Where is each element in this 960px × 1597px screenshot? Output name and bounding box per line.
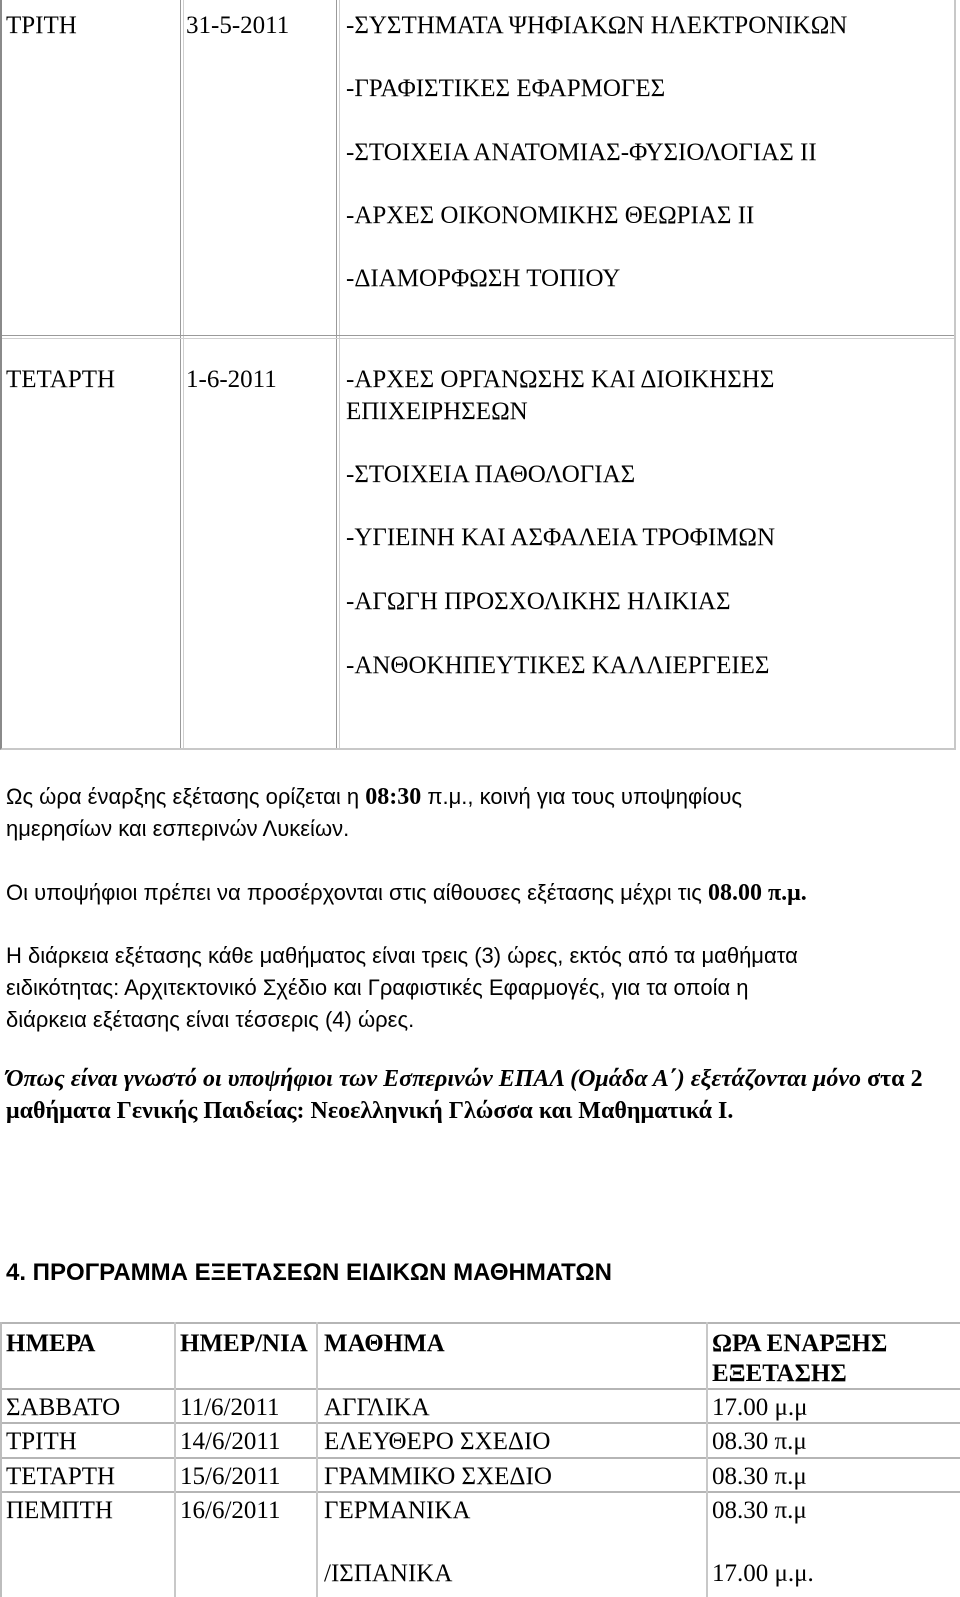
section-heading: 4. ΠΡΟΓΡΑΜΜΑ ΕΞΕΤΑΣΕΩΝ ΕΙΔΙΚΩΝ ΜΑΘΗΜΑΤΩΝ xyxy=(6,1259,612,1286)
header-subject: ΜΑΘΗΜΑ xyxy=(324,1330,445,1357)
subject-cell-line2: /ΙΣΠΑΝΙΚΑ xyxy=(324,1560,453,1587)
time-cell: 08.30 π.μ xyxy=(712,1428,807,1455)
start-time-value: 08:30 xyxy=(365,784,422,810)
subject-cell: ΑΓΓΛΙΚΑ xyxy=(324,1394,430,1421)
note-text: , κοινή για τους υποψηφίους xyxy=(467,784,743,809)
note-text: Οι υποψήφιοι πρέπει να προσέρχονται στις αίθουσες εξέτασης μέχρι τις xyxy=(6,880,709,905)
subject-item: -ΑΡΧΕΣ ΟΙΚΟΝΟΜΙΚΗΣ ΘΕΩΡΙΑΣ ΙΙ xyxy=(346,202,755,229)
subject-item: -ΥΓΙΕΙΝΗ ΚΑΙ ΑΣΦΑΛΕΙΑ ΤΡΟΦΙΜΩΝ xyxy=(346,524,776,551)
date-cell: 11/6/2011 xyxy=(180,1394,280,1421)
note-text: διάρκεια εξέτασης είναι τέσσερις (4) ώρες. xyxy=(6,1007,415,1032)
time-cell: 08.30 π.μ xyxy=(712,1497,807,1524)
date-cell: 31-5-2011 xyxy=(186,12,290,39)
row-divider xyxy=(2,1322,960,1324)
note-text: π.μ. xyxy=(421,784,468,809)
day-cell: ΤΕΤΑΡΤΗ xyxy=(6,366,116,393)
column-divider xyxy=(706,1322,708,1597)
evening-epal-note xyxy=(6,1063,952,1127)
date-cell: 14/6/2011 xyxy=(180,1428,281,1455)
column-divider xyxy=(316,1322,318,1597)
header-start-time: ΩΡΑ ΕΝΑΡΞΗΣ xyxy=(712,1330,888,1357)
note-text: Ως ώρα έναρξης εξέτασης ορίζεται η xyxy=(6,784,366,809)
row-divider xyxy=(2,335,954,339)
subject-item: -ΓΡΑΦΙΣΤΙΚΕΣ ΕΦΑΡΜΟΓΕΣ xyxy=(346,75,666,102)
subject-item: -ΣΥΣΤΗΜΑΤΑ ΨΗΦΙΑΚΩΝ ΗΛΕΚΤΡΟΝΙΚΩΝ xyxy=(346,12,848,39)
date-cell: 15/6/2011 xyxy=(180,1463,281,1490)
subject-item: ΕΠΙΧΕΙΡΗΣΕΩΝ xyxy=(346,398,528,425)
note-text: ειδικότητας: Αρχιτεκτονικό Σχέδιο και Γραφιστικές Εφαρμογές, για τα οποία η xyxy=(6,975,749,1000)
time-cell: 08.30 π.μ xyxy=(712,1463,807,1490)
subject-item: -ΑΝΘΟΚΗΠΕΥΤΙΚΕΣ ΚΑΛΛΙΕΡΓΕΙΕΣ xyxy=(346,652,770,679)
subject-item: -ΑΓΩΓΗ ΠΡΟΣΧΟΛΙΚΗΣ ΗΛΙΚΙΑΣ xyxy=(346,588,731,615)
day-cell: ΠΕΜΠΤΗ xyxy=(6,1497,113,1524)
date-cell: 1-6-2011 xyxy=(186,366,277,393)
note-text: Η διάρκεια εξέτασης κάθε μαθήματος είναι τρεις (3) ώρες, εκτός από τα μαθήματα xyxy=(6,943,798,968)
day-cell: ΤΕΤΑΡΤΗ xyxy=(6,1463,116,1490)
note-text: στα 2 μαθήματα Γενικής Παιδείας: Νεοελληνική Γλώσσα και Μαθηματικά Ι. xyxy=(6,1066,923,1124)
day-cell: ΣΑΒΒΑΤΟ xyxy=(6,1394,121,1421)
day-cell: ΤΡΙΤΗ xyxy=(6,12,77,39)
header-day: ΗΜΕΡΑ xyxy=(6,1330,96,1357)
subject-item: -ΑΡΧΕΣ ΟΡΓΑΝΩΣΗΣ ΚΑΙ ΔΙΟΙΚΗΣΗΣ xyxy=(346,366,775,393)
column-divider xyxy=(174,1322,176,1597)
column-divider xyxy=(180,0,184,748)
subject-cell: ΓΕΡΜΑΝΙΚΑ xyxy=(324,1497,471,1524)
arrival-note xyxy=(6,877,946,909)
exam-schedule-table xyxy=(0,0,956,750)
note-text-italic: Όπως είναι γνωστό οι υποψήφιοι των Εσπερινών ΕΠΑΛ (Ομάδα Α΄) εξετάζονται μόνο xyxy=(6,1066,862,1092)
subject-cell: ΕΛΕΥΘΕΡΟ ΣΧΕΔΙΟ xyxy=(324,1428,551,1455)
row-divider xyxy=(2,1422,960,1424)
subject-item: -ΣΤΟΙΧΕΙΑ ΠΑΘΟΛΟΓΙΑΣ xyxy=(346,461,636,488)
special-subjects-table xyxy=(0,1322,958,1597)
start-time-note xyxy=(6,781,946,845)
duration-note xyxy=(6,940,946,1036)
header-date: ΗΜΕΡ/ΝΙΑ xyxy=(180,1330,308,1357)
time-cell: 17.00 μ.μ xyxy=(712,1394,808,1421)
arrival-time-value: 08.00 π.μ. xyxy=(708,880,807,906)
day-cell: ΤΡΙΤΗ xyxy=(6,1428,77,1455)
note-text: ημερησίων και εσπερινών Λυκείων. xyxy=(6,816,350,841)
subject-cell: ΓΡΑΜΜΙΚΟ ΣΧΕΔΙΟ xyxy=(324,1463,552,1490)
column-divider xyxy=(336,0,340,748)
header-start-time-line2: ΕΞΕΤΑΣΗΣ xyxy=(712,1360,847,1387)
subject-item: -ΔΙΑΜΟΡΦΩΣΗ ΤΟΠΙΟΥ xyxy=(346,265,621,292)
subject-item: -ΣΤΟΙΧΕΙΑ ΑΝΑΤΟΜΙΑΣ-ΦΥΣΙΟΛΟΓΙΑΣ ΙΙ xyxy=(346,139,817,166)
date-cell: 16/6/2011 xyxy=(180,1497,281,1524)
time-cell-line2: 17.00 μ.μ. xyxy=(712,1560,814,1587)
